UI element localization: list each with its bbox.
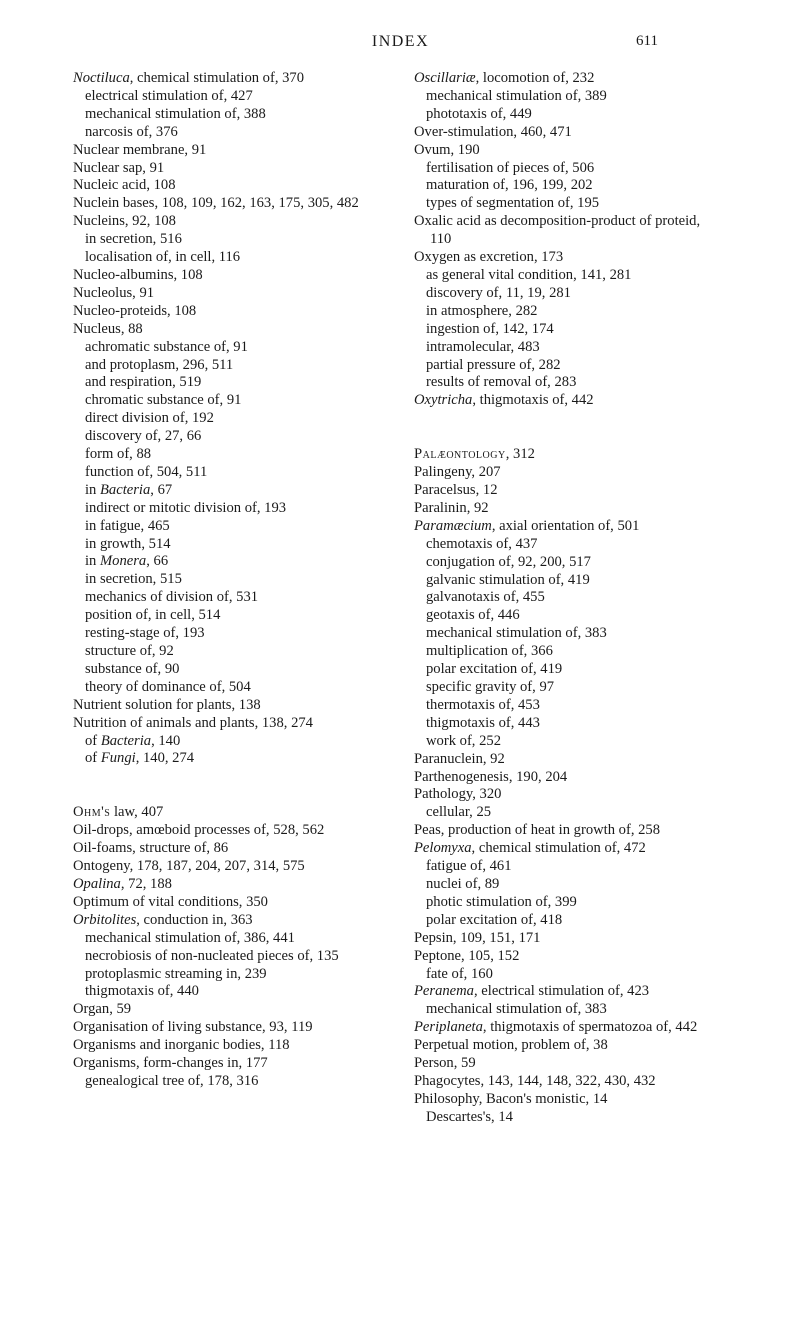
index-entry: Optimum of vital conditions, 350 — [73, 893, 268, 910]
index-subentry: Descartes's, 14 — [426, 1108, 513, 1125]
index-entry: Nucleo-albumins, 108 — [73, 266, 203, 283]
index-subentry: of Bacteria, 140 — [85, 732, 181, 749]
index-subentry: in atmosphere, 282 — [426, 302, 538, 319]
index-subentry: polar excitation of, 419 — [426, 661, 563, 678]
index-subentry: mechanical stimulation of, 383 — [426, 1001, 607, 1018]
index-subentry: discovery of, 27, 66 — [85, 428, 202, 445]
index-subentry: in Monera, 66 — [85, 553, 169, 570]
index-subentry: polar excitation of, 418 — [426, 911, 563, 928]
index-subentry: electrical stimulation of, 427 — [85, 87, 253, 104]
index-subentry: phototaxis of, 449 — [426, 105, 532, 122]
section-gap — [73, 768, 369, 804]
index-subentry: form of, 88 — [85, 446, 152, 463]
index-subentry: conjugation of, 92, 200, 517 — [426, 553, 591, 570]
index-entry: Nucleolus, 91 — [73, 284, 155, 301]
index-entry: Nucleo-proteids, 108 — [73, 302, 197, 319]
index-subentry: position of, in cell, 514 — [85, 607, 221, 624]
index-entry: Peas, production of heat in growth of, 258 — [414, 822, 661, 839]
index-entry: Orbitolites, conduction in, 363 — [73, 911, 253, 928]
index-subentry: mechanical stimulation of, 383 — [426, 625, 607, 642]
index-subentry: structure of, 92 — [85, 643, 174, 659]
index-entry: Oxytricha, thigmotaxis of, 442 — [414, 392, 594, 409]
index-entry: Nucleic acid, 108 — [73, 177, 176, 194]
index-entry: Philosophy, Bacon's monistic, 14 — [414, 1090, 608, 1107]
index-subentry: function of, 504, 511 — [85, 463, 208, 480]
index-entry: Pelomyxa, chemical stimulation of, 472 — [414, 840, 646, 857]
index-subentry: thermotaxis of, 453 — [426, 696, 540, 713]
index-entry: Periplaneta, thigmotaxis of spermatozoa of, 442 — [414, 1019, 698, 1036]
index-subentry: in secretion, 516 — [85, 231, 182, 248]
right-index-column — [414, 70, 714, 1127]
index-subentry: partial pressure of, 282 — [426, 356, 561, 373]
index-entry: Organisms and inorganic bodies, 118 — [73, 1037, 290, 1054]
index-entry: Over-stimulation, 460, 471 — [414, 123, 572, 140]
index-entry: Ovum, 190 — [414, 141, 480, 158]
index-subentry: substance of, 90 — [85, 660, 180, 677]
index-subentry: localisation of, in cell, 116 — [85, 249, 241, 266]
index-entry: Pathology, 320 — [414, 786, 502, 803]
index-subentry: mechanical stimulation of, 389 — [426, 87, 607, 104]
index-entry: Person, 59 — [414, 1055, 476, 1072]
index-entry: Nuclear sap, 91 — [73, 159, 165, 176]
index-subentry: direct division of, 192 — [85, 410, 214, 427]
page-number: 611 — [636, 33, 658, 49]
index-subentry: work of, 252 — [426, 732, 501, 749]
index-subentry: chemotaxis of, 437 — [426, 535, 538, 552]
page-title: INDEX — [371, 33, 430, 50]
index-subentry: intramolecular, 483 — [426, 338, 540, 355]
index-entry: Phagocytes, 143, 144, 148, 322, 430, 432 — [414, 1072, 656, 1089]
index-subentry: and respiration, 519 — [85, 374, 202, 391]
index-entry: Palingeny, 207 — [414, 464, 501, 481]
index-entry: Pepsin, 109, 151, 171 — [414, 929, 541, 946]
index-entry: Perpetual motion, problem of, 38 — [414, 1037, 608, 1054]
index-subentry: mechanical stimulation of, 388 — [85, 105, 266, 122]
index-subentry: mechanics of division of, 531 — [85, 589, 259, 606]
index-subentry: galvanic stimulation of, 419 — [426, 571, 590, 588]
index-subentry: cellular, 25 — [426, 804, 492, 821]
index-entry: Peptone, 105, 152 — [414, 947, 520, 964]
index-subentry: specific gravity of, 97 — [426, 679, 555, 695]
index-entry: Oxygen as excretion, 173 — [414, 249, 564, 266]
index-subentry: achromatic substance of, 91 — [85, 338, 248, 355]
index-subentry: as general vital condition, 141, 281 — [426, 266, 632, 283]
index-subentry: in growth, 514 — [85, 535, 171, 552]
index-entry: Parthenogenesis, 190, 204 — [414, 768, 568, 785]
running-head — [0, 33, 801, 55]
index-entry: Palæontology, 312 — [414, 446, 535, 463]
index-subentry: narcosis of, 376 — [85, 123, 178, 140]
index-subentry: geotaxis of, 446 — [426, 607, 520, 624]
index-entry: Nucleus, 88 — [73, 320, 143, 337]
index-entry: Ontogeny, 178, 187, 204, 207, 314, 575 — [73, 858, 305, 875]
index-entry: Nuclear membrane, 91 — [73, 141, 207, 158]
index-entry: Opalina, 72, 188 — [73, 875, 172, 892]
index-entry: Ohm's law, 407 — [73, 804, 164, 821]
index-entry: Nutrient solution for plants, 138 — [73, 696, 261, 713]
left-index-column — [73, 70, 369, 1091]
index-entry: Oil-foams, structure of, 86 — [73, 840, 229, 857]
index-subentry: fatigue of, 461 — [426, 858, 512, 875]
index-subentry: and protoplasm, 296, 511 — [85, 356, 234, 373]
index-entry: Organisation of living substance, 93, 119 — [73, 1019, 313, 1036]
index-entry: Oxalic acid as decomposition-product of proteid, 110 — [414, 213, 701, 248]
index-subentry: results of removal of, 283 — [426, 374, 577, 391]
index-subentry: fate of, 160 — [426, 965, 493, 982]
index-entry: Organisms, form-changes in, 177 — [73, 1055, 268, 1072]
index-entry: Paralinin, 92 — [414, 499, 489, 516]
index-entry: Paramæcium, axial orientation of, 501 — [414, 517, 640, 534]
index-subentry: thigmotaxis of, 440 — [85, 983, 199, 1000]
index-subentry: photic stimulation of, 399 — [426, 893, 577, 910]
index-subentry: discovery of, 11, 19, 281 — [426, 284, 571, 301]
index-entry: Paracelsus, 12 — [414, 482, 498, 499]
index-subentry: indirect or mitotic division of, 193 — [85, 499, 287, 516]
index-subentry: maturation of, 196, 199, 202 — [426, 177, 593, 194]
index-entry: Nucleins, 92, 108 — [73, 213, 176, 230]
index-entry: Oil-drops, amœboid processes of, 528, 562 — [73, 822, 325, 839]
index-entry: Noctiluca, chemical stimulation of, 370 — [73, 70, 305, 86]
index-subentry: of Fungi, 140, 274 — [85, 750, 195, 767]
index-subentry: in secretion, 515 — [85, 571, 182, 588]
index-subentry: nuclei of, 89 — [426, 875, 500, 892]
section-gap — [414, 410, 714, 446]
index-entry: Peranema, electrical stimulation of, 423 — [414, 983, 650, 1000]
index-subentry: ingestion of, 142, 174 — [426, 320, 554, 337]
index-entry: Organ, 59 — [73, 1001, 132, 1018]
index-subentry: in Bacteria, 67 — [85, 481, 173, 498]
index-subentry: multiplication of, 366 — [426, 643, 553, 660]
index-subentry: types of segmentation of, 195 — [426, 195, 600, 212]
index-subentry: thigmotaxis of, 443 — [426, 714, 540, 731]
index-subentry: chromatic substance of, 91 — [85, 392, 242, 409]
index-entry: Oscillariæ, locomotion of, 232 — [414, 70, 595, 86]
index-subentry: theory of dominance of, 504 — [85, 678, 251, 695]
index-subentry: necrobiosis of non-nucleated pieces of, 135 — [85, 947, 339, 964]
index-entry: Paranuclein, 92 — [414, 750, 505, 767]
index-subentry: protoplasmic streaming in, 239 — [85, 965, 267, 982]
index-subentry: in fatigue, 465 — [85, 517, 170, 534]
index-entry: Nutrition of animals and plants, 138, 274 — [73, 714, 313, 731]
index-subentry: fertilisation of pieces of, 506 — [426, 159, 595, 176]
index-subentry: galvanotaxis of, 455 — [426, 589, 545, 606]
index-subentry: mechanical stimulation of, 386, 441 — [85, 929, 295, 946]
index-subentry: genealogical tree of, 178, 316 — [85, 1072, 259, 1089]
index-entry: Nuclein bases, 108, 109, 162, 163, 175, 305, 482 — [73, 195, 359, 212]
index-subentry: resting-stage of, 193 — [85, 625, 205, 642]
